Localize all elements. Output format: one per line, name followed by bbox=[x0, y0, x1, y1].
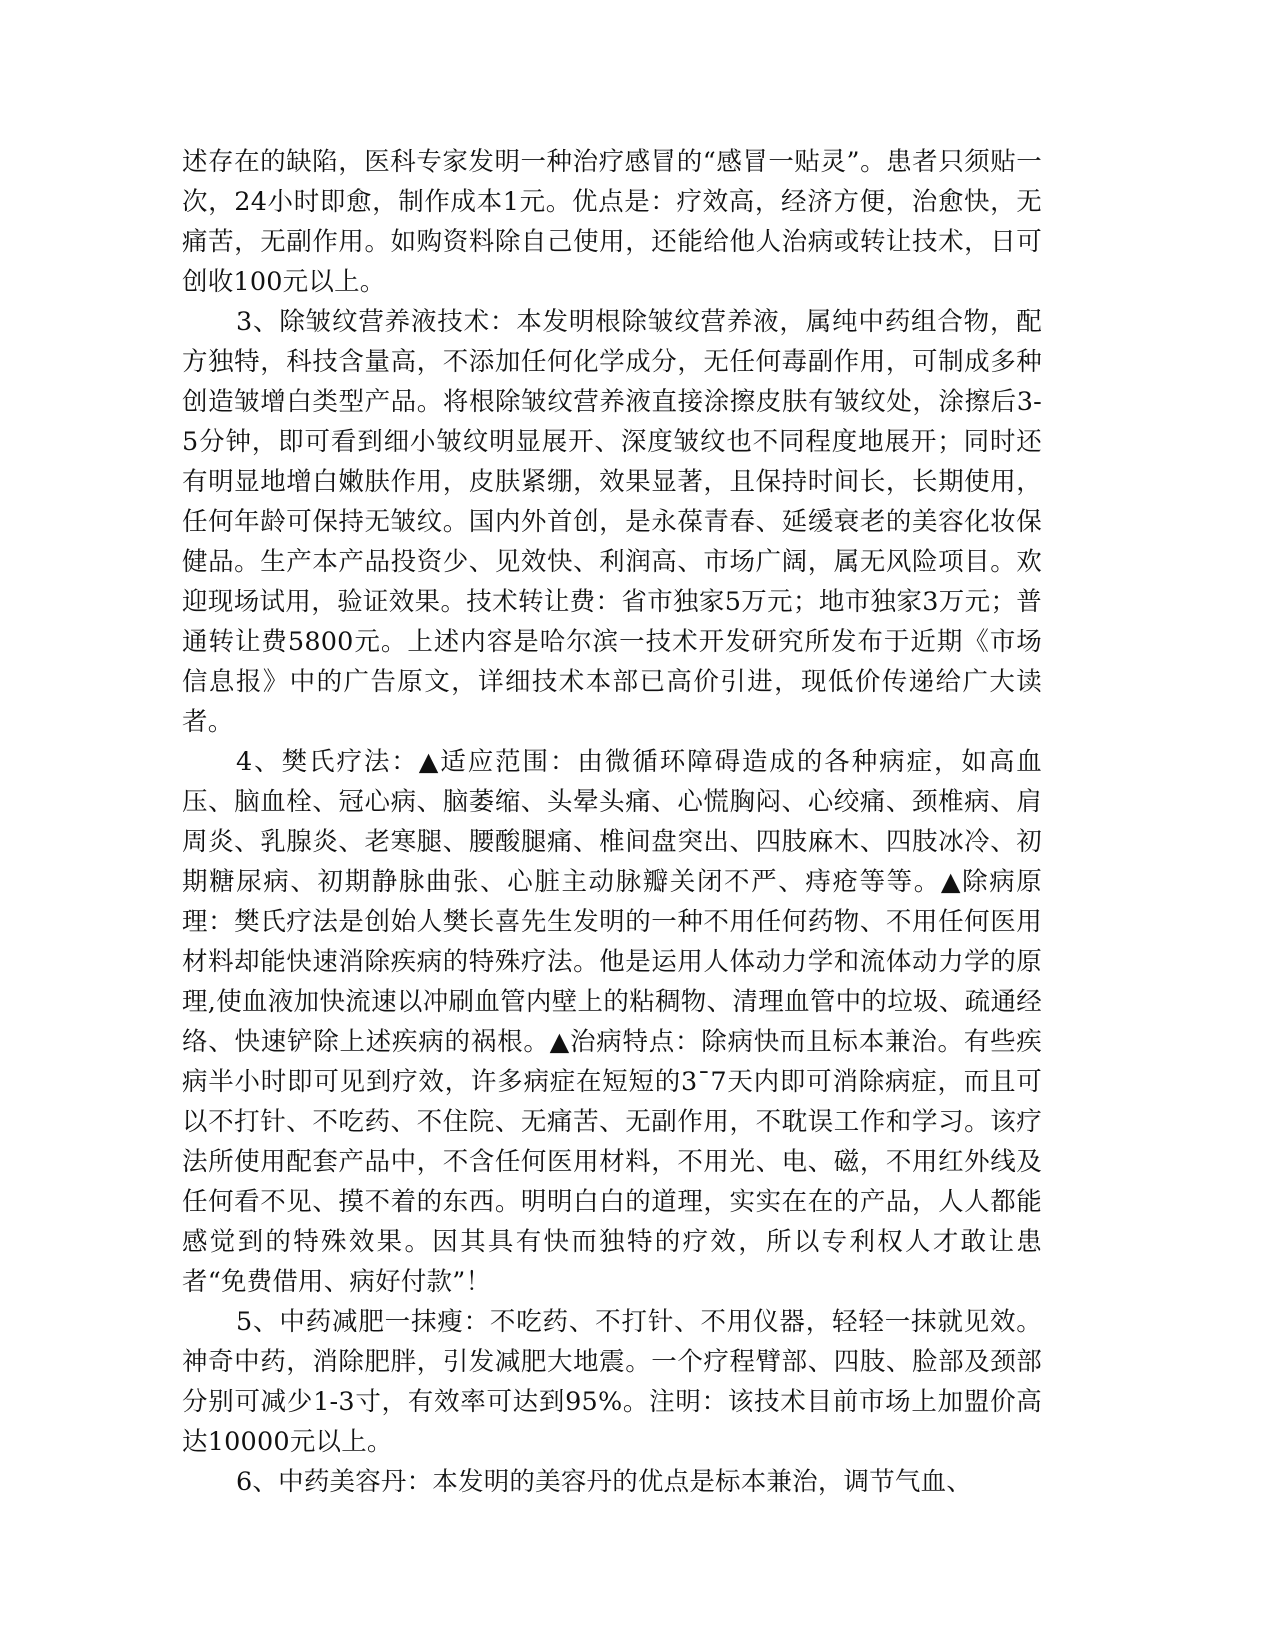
paragraph-fan-therapy: 4、樊氏疗法：▲适应范围：由微循环障碍造成的各种病症，如高血压、脑血栓、冠心病、脑萎缩、头晕头痛、心慌胸闷、心绞痛、颈椎病、肩周炎、乳腺炎、老寒腿、腰酸腿痛、椎间盘突出、四肢麻木、四肢冰冷、初期糖尿病、初期静脉曲张、心脏主动脉瓣关闭不严、痔疮等等。▲除病原理：樊氏疗法是创始人樊长喜先生发明的一种不用任何药物、不用任何医用材料却能快速消除疾病的特殊疗法。他是运用人体动力学和流体动力学的原理,使血液加快流速以冲刷血管内壁上的粘稠物、清理血管中的垃圾、疏通经络、快速铲除上述疾病的祸根。▲治病特点：除病快而且标本兼治。有些疾病半小时即可见到疗效，许多病症在短短的3¯7天内即可消除病症，而且可以不打针、不吃药、不住院、无痛苦、无副作用，不耽误工作和学习。该疗法所使用配套产品中，不含任何医用材料，不用光、电、磁，不用红外线及任何看不见、摸不着的东西。明明白白的道理，实实在在的产品，人人都能感觉到的特殊效果。因其具有快而独特的疗效，所以专利权人才敢让患者“免费借用、病好付款”！ bbox=[182, 747, 1042, 1297]
paragraph-slimming: 5、中药减肥一抹瘦：不吃药、不打针、不用仪器，轻轻一抹就见效。神奇中药，消除肥胖，引发减肥大地震。一个疗程臂部、四肢、脸部及颈部分别可减少1-3寸，有效率可达到95%。注明：该技术目前市场上加盟价高达10000元以上。 bbox=[182, 1307, 1042, 1457]
document-body bbox=[182, 142, 1042, 1502]
paragraph-anti-wrinkle: 3、除皱纹营养液技术：本发明根除皱纹营养液，属纯中药组合物，配方独特，科技含量高，不添加任何化学成分，无任何毒副作用，可制成多种创造皱增白类型产品。将根除皱纹营养液直接涂擦皮肤有皱纹处，涂擦后3-5分钟，即可看到细小皱纹明显展开、深度皱纹也不同程度地展开；同时还有明显地增白嫩肤作用，皮肤紧绷，效果显著，且保持时间长，长期使用，任何年龄可保持无皱纹。国内外首创，是永葆青春、延缓衰老的美容化妆保健品。生产本产品投资少、见效快、利润高、市场广阔，属无风险项目。欢迎现场试用，验证效果。技术转让费：省市独家5万元；地市独家3万元；普通转让费5800元。上述内容是哈尔滨一技术开发研究所发布于近期《市场信息报》中的广告原文，详细技术本部已高价引进，现低价传递给广大读者。 bbox=[182, 307, 1042, 737]
paragraph-beauty-pill: 6、中药美容丹：本发明的美容丹的优点是标本兼治，调节气血、 bbox=[236, 1467, 973, 1497]
paragraph-cold-patch: 述存在的缺陷，医科专家发明一种治疗感冒的“感冒一贴灵”。患者只须贴一次，24小时即愈，制作成本1元。优点是：疗效高，经济方便，治愈快，无痛苦，无副作用。如购资料除自己使用，还能给他人治病或转让技术，日可创收100元以上。 bbox=[182, 147, 1042, 297]
